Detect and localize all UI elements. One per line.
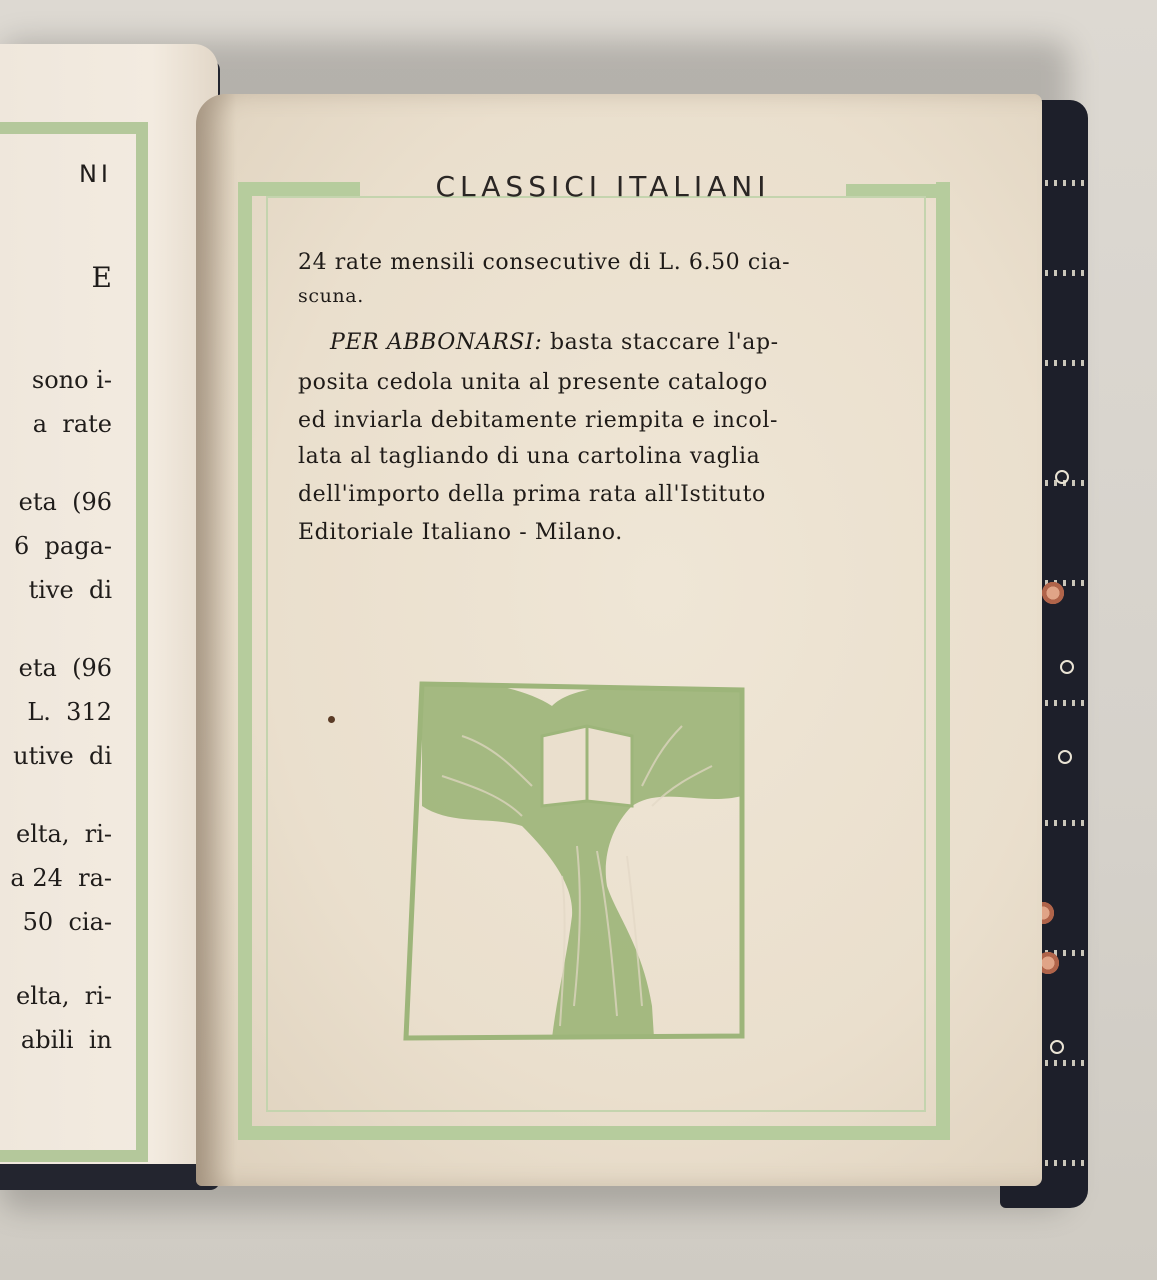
- left-page: [0, 44, 218, 1164]
- left-page-line: a rate: [32, 410, 112, 438]
- spine-ring: [1055, 470, 1069, 484]
- paper-speck: [328, 716, 335, 723]
- left-page-line: a 24 ra-: [10, 864, 112, 892]
- text-line-3-rest: basta staccare l'ap-: [542, 330, 779, 355]
- text-line-1: 24 rate mensili consecutive di L. 6.50 cia-: [298, 250, 791, 275]
- left-page-line: tive di: [28, 576, 112, 604]
- left-page-line: 6 paga-: [14, 532, 112, 560]
- tree-book-emblem-icon: [402, 676, 752, 1044]
- spine-ring: [1060, 660, 1074, 674]
- left-page-line: eta (96: [18, 654, 112, 682]
- text-line-6: lata al tagliando di una cartolina vaglia: [298, 444, 761, 469]
- left-page-line: sono i-: [31, 366, 112, 394]
- left-page-line: eta (96: [18, 488, 112, 516]
- spine-ring: [1058, 750, 1072, 764]
- left-page-line: elta, ri-: [16, 820, 112, 848]
- spine-ring: [1050, 1040, 1064, 1054]
- left-page-line: 50 cia-: [22, 908, 112, 936]
- left-header-fragment: NI: [78, 160, 112, 188]
- text-line-7: dell'importo della prima rata all'Istituto: [298, 482, 766, 507]
- spine-flower: [1040, 580, 1066, 606]
- text-line-2: scuna.: [298, 285, 364, 307]
- left-page-line: utive di: [13, 742, 112, 770]
- text-line-3: [330, 326, 930, 359]
- text-line-8: Editoriale Italiano - Milano.: [298, 520, 623, 545]
- left-page-line: abili in: [20, 1026, 112, 1054]
- text-line-5: ed inviarla debitamente riempita e incol-: [298, 408, 778, 433]
- left-page-line: L. 312: [27, 698, 112, 726]
- frame-top-left: [238, 182, 360, 196]
- left-page-line: elta, ri-: [16, 982, 112, 1010]
- page-gutter: [196, 94, 236, 1186]
- page-header-title: CLASSICI ITALIANI: [435, 170, 771, 203]
- text-line-4: posita cedola unita al presente catalogo: [298, 370, 768, 395]
- subscribe-label: PER ABBONARSI:: [330, 330, 543, 355]
- left-letter-fragment: E: [91, 261, 112, 294]
